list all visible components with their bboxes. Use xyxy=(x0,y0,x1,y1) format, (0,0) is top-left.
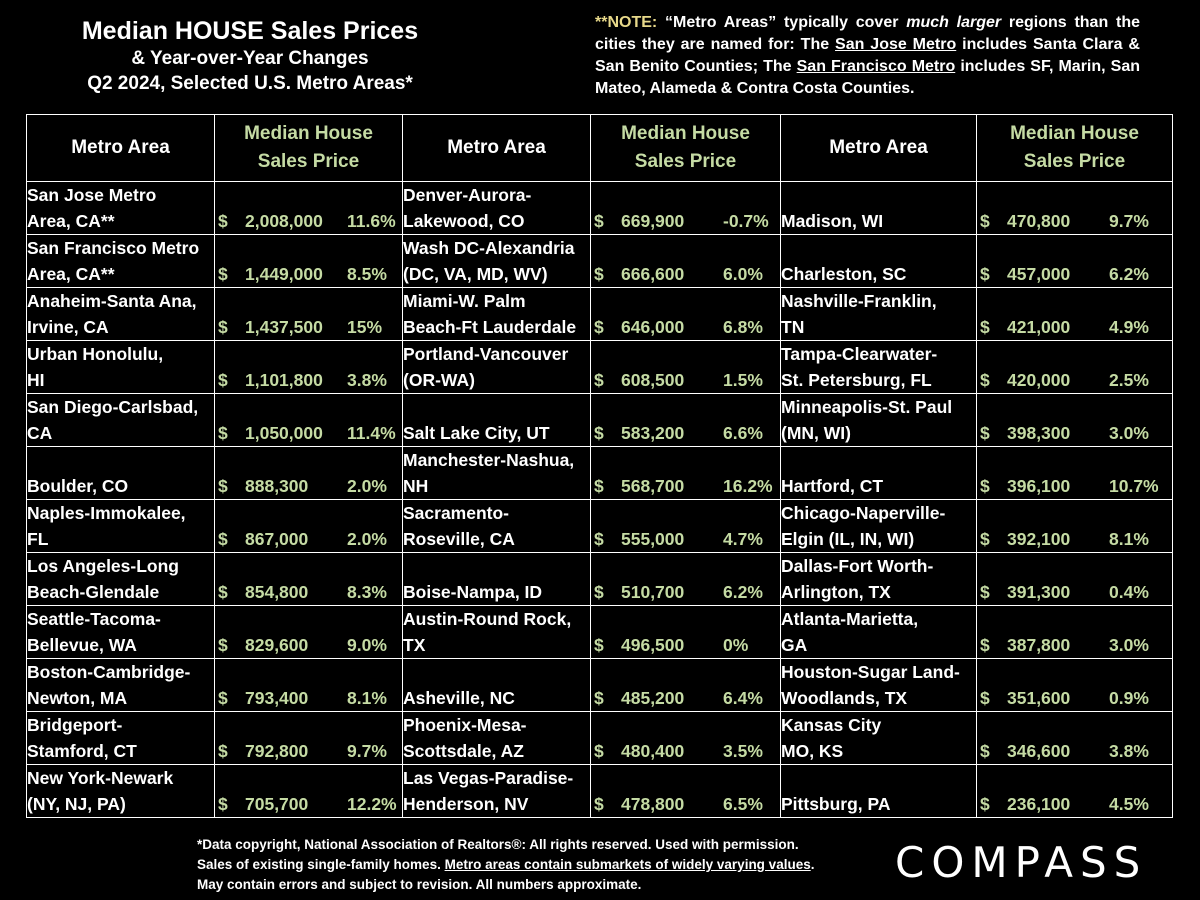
median-price-value: 346,600 xyxy=(1007,741,1071,761)
metro-name-line-1: Naples-Immokalee, xyxy=(27,503,186,523)
median-price-cell xyxy=(591,659,781,712)
yoy-change-value: 0.4% xyxy=(1109,582,1149,602)
title-line-2: & Year-over-Year Changes xyxy=(131,48,369,69)
dollar-sign: $ xyxy=(980,582,990,602)
metro-name-cell xyxy=(781,712,977,765)
yoy-change-value: 0% xyxy=(723,635,749,655)
metro-name-cell xyxy=(27,182,215,235)
table-row xyxy=(27,182,1173,235)
median-price-cell xyxy=(977,606,1173,659)
metro-name-line-1 xyxy=(403,659,590,685)
median-price-cell xyxy=(591,712,781,765)
note-text-3: includes Santa Clara & San Benito Counties; The xyxy=(595,36,1140,75)
dollar-sign: $ xyxy=(980,688,990,708)
metro-name-line-2: Elgin (IL, IN, WI) xyxy=(781,529,915,549)
median-price-value: 793,400 xyxy=(245,688,309,708)
metro-name-line-1: Atlanta-Marietta, xyxy=(781,609,919,629)
metro-name-line-2: MO, KS xyxy=(781,741,844,761)
dollar-sign: $ xyxy=(218,529,228,549)
median-price-value: 792,800 xyxy=(245,741,309,761)
metro-name-line-2: Boulder, CO xyxy=(27,476,129,496)
metro-name-line-1: Anaheim-Santa Ana, xyxy=(27,291,197,311)
metro-name-cell xyxy=(27,341,215,394)
metro-name-cell xyxy=(781,659,977,712)
metro-name-line-1 xyxy=(781,182,976,208)
dollar-sign: $ xyxy=(980,423,990,443)
note-san-francisco-metro: San Francisco Metro xyxy=(796,58,956,75)
median-price-value: 829,600 xyxy=(245,635,309,655)
dollar-sign: $ xyxy=(980,370,990,390)
yoy-change-value: 3.8% xyxy=(347,370,387,390)
metro-name-cell xyxy=(781,394,977,447)
median-price-value: 485,200 xyxy=(621,688,685,708)
dollar-sign: $ xyxy=(594,582,604,602)
metro-name-line-2: HI xyxy=(27,370,45,390)
dollar-sign: $ xyxy=(980,476,990,496)
metro-name-cell xyxy=(403,447,591,500)
metro-name-cell xyxy=(781,182,977,235)
metro-name-line-1: Seattle-Tacoma- xyxy=(27,609,161,629)
median-price-cell xyxy=(215,553,403,606)
table-header-row xyxy=(27,115,1173,182)
yoy-change-value: 8.5% xyxy=(347,264,387,284)
metro-name-line-2: Henderson, NV xyxy=(403,794,529,814)
dollar-sign: $ xyxy=(980,794,990,814)
median-price-value: 669,900 xyxy=(621,211,685,231)
median-price-cell xyxy=(977,553,1173,606)
dollar-sign: $ xyxy=(594,317,604,337)
dollar-sign: $ xyxy=(594,635,604,655)
metro-name-cell xyxy=(403,765,591,818)
yoy-change-value: 11.4% xyxy=(347,423,396,443)
median-price-value: 421,000 xyxy=(1007,317,1071,337)
metro-name-line-2: TN xyxy=(781,317,805,337)
yoy-change-value: 6.5% xyxy=(723,794,763,814)
metro-name-line-2: TX xyxy=(403,635,426,655)
median-price-cell xyxy=(591,765,781,818)
median-price-cell xyxy=(215,500,403,553)
median-price-cell xyxy=(977,447,1173,500)
yoy-change-value: 2.0% xyxy=(347,529,387,549)
median-price-value: 1,437,500 xyxy=(245,317,323,337)
dollar-sign: $ xyxy=(218,370,228,390)
metro-name-cell xyxy=(781,500,977,553)
median-price-value: 496,500 xyxy=(621,635,685,655)
footer-line-1: *Data copyright, National Association of Realtors®: All rights reserved. Used with permission. xyxy=(197,837,799,852)
metro-area-header: Metro Area xyxy=(27,115,215,182)
dollar-sign: $ xyxy=(594,529,604,549)
table-row xyxy=(27,553,1173,606)
yoy-change-value: 2.0% xyxy=(347,476,387,496)
metro-name-cell xyxy=(27,394,215,447)
metro-name-line-1: Portland-Vancouver xyxy=(403,344,569,364)
table-row xyxy=(27,394,1173,447)
metro-name-line-2: Irvine, CA xyxy=(27,317,109,337)
table-row xyxy=(27,765,1173,818)
dollar-sign: $ xyxy=(594,741,604,761)
metro-name-cell xyxy=(403,659,591,712)
dollar-sign: $ xyxy=(594,476,604,496)
metro-name-line-2: Bellevue, WA xyxy=(27,635,137,655)
yoy-change-value: 11.6% xyxy=(347,211,396,231)
footer-line-3: May contain errors and subject to revision. All numbers approximate. xyxy=(197,877,642,892)
median-price-value: 2,008,000 xyxy=(245,211,323,231)
table-row xyxy=(27,341,1173,394)
median-price-value: 470,800 xyxy=(1007,211,1071,231)
yoy-change-value: 3.0% xyxy=(1109,635,1149,655)
median-price-value: 396,100 xyxy=(1007,476,1071,496)
dollar-sign: $ xyxy=(218,423,228,443)
median-price-cell xyxy=(215,235,403,288)
median-price-value: 236,100 xyxy=(1007,794,1071,814)
median-price-header: Median House Sales Price xyxy=(977,115,1173,182)
dollar-sign: $ xyxy=(594,370,604,390)
median-price-value: 854,800 xyxy=(245,582,309,602)
metro-name-line-2: Roseville, CA xyxy=(403,529,515,549)
note-text-1: “Metro Areas” typically cover xyxy=(657,14,907,31)
yoy-change-value: 6.0% xyxy=(723,264,763,284)
metro-name-cell xyxy=(403,394,591,447)
dollar-sign: $ xyxy=(980,635,990,655)
median-price-value: 568,700 xyxy=(621,476,685,496)
note-san-jose-metro: San Jose Metro xyxy=(835,36,957,53)
page-title xyxy=(30,16,470,96)
yoy-change-value: 4.7% xyxy=(723,529,763,549)
yoy-change-value: 3.8% xyxy=(1109,741,1149,761)
metro-name-line-2: Asheville, NC xyxy=(403,688,515,708)
yoy-change-value: 9.7% xyxy=(1109,211,1149,231)
median-price-value: 1,449,000 xyxy=(245,264,323,284)
table-row xyxy=(27,500,1173,553)
metro-name-line-2: Hartford, CT xyxy=(781,476,884,496)
table-row xyxy=(27,659,1173,712)
metro-name-cell xyxy=(781,606,977,659)
metro-name-line-1: Los Angeles-Long xyxy=(27,556,179,576)
metro-name-line-2: Woodlands, TX xyxy=(781,688,908,708)
yoy-change-value: 8.1% xyxy=(1109,529,1149,549)
median-price-value: 392,100 xyxy=(1007,529,1071,549)
median-price-cell xyxy=(215,659,403,712)
metro-name-line-2: (MN, WI) xyxy=(781,423,851,443)
dollar-sign: $ xyxy=(980,264,990,284)
median-price-header: Median House Sales Price xyxy=(215,115,403,182)
median-price-cell xyxy=(977,659,1173,712)
metro-name-line-2: Boise-Nampa, ID xyxy=(403,582,543,602)
metro-name-line-2: Scottsdale, AZ xyxy=(403,741,524,761)
footer-submarkets-note: Metro areas contain submarkets of widely varying values xyxy=(444,857,811,872)
yoy-change-value: 1.5% xyxy=(723,370,763,390)
metro-name-cell xyxy=(781,235,977,288)
dollar-sign: $ xyxy=(218,794,228,814)
metro-name-line-2: CA xyxy=(27,423,53,443)
median-price-value: 391,300 xyxy=(1007,582,1071,602)
dollar-sign: $ xyxy=(218,688,228,708)
median-price-cell xyxy=(977,500,1173,553)
metro-name-cell xyxy=(27,235,215,288)
yoy-change-value: 4.5% xyxy=(1109,794,1149,814)
yoy-change-value: 6.2% xyxy=(723,582,763,602)
dollar-sign: $ xyxy=(594,688,604,708)
metro-name-cell xyxy=(403,235,591,288)
metro-name-line-2: Charleston, SC xyxy=(781,264,907,284)
metro-name-line-1: San Jose Metro xyxy=(27,185,157,205)
metro-name-cell xyxy=(781,553,977,606)
metro-name-cell xyxy=(781,341,977,394)
metro-name-line-1: Dallas-Fort Worth- xyxy=(781,556,934,576)
median-price-cell xyxy=(591,553,781,606)
footer-line-2: Sales of existing single-family homes. Metro areas contain submarkets of widely varying values. xyxy=(197,857,815,872)
yoy-change-value: 8.3% xyxy=(347,582,387,602)
metro-name-line-1 xyxy=(403,394,590,420)
metro-name-cell xyxy=(27,288,215,341)
table-row xyxy=(27,288,1173,341)
metro-name-line-1: Minneapolis-St. Paul xyxy=(781,397,953,417)
median-price-cell xyxy=(591,182,781,235)
dollar-sign: $ xyxy=(980,529,990,549)
metro-name-line-2: Pittsburg, PA xyxy=(781,794,891,814)
metro-name-line-1: Sacramento- xyxy=(403,503,510,523)
metro-name-line-1: San Francisco Metro xyxy=(27,238,200,258)
metro-name-line-2: Arlington, TX xyxy=(781,582,891,602)
yoy-change-value: 6.6% xyxy=(723,423,763,443)
metro-name-line-1: Wash DC-Alexandria xyxy=(403,238,575,258)
dollar-sign: $ xyxy=(594,794,604,814)
table-row xyxy=(27,712,1173,765)
metro-name-line-1: Chicago-Naperville- xyxy=(781,503,946,523)
metro-name-line-1: Las Vegas-Paradise- xyxy=(403,768,574,788)
yoy-change-value: 6.4% xyxy=(723,688,763,708)
metro-name-cell xyxy=(27,765,215,818)
compass-logo: COMPASS xyxy=(895,838,1148,887)
table-row xyxy=(27,606,1173,659)
median-price-value: 888,300 xyxy=(245,476,309,496)
median-price-value: 480,400 xyxy=(621,741,685,761)
metro-name-line-2: Newton, MA xyxy=(27,688,128,708)
median-price-value: 351,600 xyxy=(1007,688,1071,708)
metro-name-line-2: (OR-WA) xyxy=(403,370,475,390)
metro-name-line-1: San Diego-Carlsbad, xyxy=(27,397,199,417)
metro-name-cell xyxy=(27,447,215,500)
metro-name-line-1: Nashville-Franklin, xyxy=(781,291,937,311)
median-price-cell xyxy=(215,341,403,394)
median-price-value: 583,200 xyxy=(621,423,685,443)
median-price-cell xyxy=(977,182,1173,235)
dollar-sign: $ xyxy=(218,741,228,761)
metro-name-cell xyxy=(403,606,591,659)
metro-name-line-2: GA xyxy=(781,635,808,655)
median-price-cell xyxy=(591,341,781,394)
metro-name-cell xyxy=(403,500,591,553)
median-price-value: 510,700 xyxy=(621,582,685,602)
metro-name-line-1: Bridgeport- xyxy=(27,715,123,735)
metro-name-cell xyxy=(27,712,215,765)
metro-name-cell xyxy=(403,712,591,765)
median-price-cell xyxy=(215,765,403,818)
median-price-header: Median House Sales Price xyxy=(591,115,781,182)
metro-name-line-1 xyxy=(27,447,214,473)
metro-name-line-2: Madison, WI xyxy=(781,211,884,231)
yoy-change-value: 15% xyxy=(347,317,383,337)
yoy-change-value: 9.7% xyxy=(347,741,387,761)
median-price-cell xyxy=(215,606,403,659)
note-text-4: includes SF, Marin, San Mateo, Alameda & Contra Costa Counties. xyxy=(595,58,1141,97)
dollar-sign: $ xyxy=(218,476,228,496)
median-price-value: 608,500 xyxy=(621,370,685,390)
dollar-sign: $ xyxy=(218,317,228,337)
median-price-value: 478,800 xyxy=(621,794,685,814)
footer-disclaimer xyxy=(197,835,877,895)
yoy-change-value: 6.8% xyxy=(723,317,763,337)
dollar-sign: $ xyxy=(594,211,604,231)
median-price-cell xyxy=(591,500,781,553)
metro-area-header: Metro Area xyxy=(403,115,591,182)
yoy-change-value: -0.7% xyxy=(723,211,769,231)
median-price-cell xyxy=(215,182,403,235)
yoy-change-value: 0.9% xyxy=(1109,688,1149,708)
dollar-sign: $ xyxy=(980,211,990,231)
median-price-value: 646,000 xyxy=(621,317,685,337)
note-label: **NOTE: xyxy=(595,14,658,31)
yoy-change-value: 12.2% xyxy=(347,794,397,814)
metro-name-line-2: (DC, VA, MD, WV) xyxy=(403,264,548,284)
yoy-change-value: 6.2% xyxy=(1109,264,1149,284)
metro-name-cell xyxy=(781,765,977,818)
metro-name-line-2: Area, CA** xyxy=(27,211,115,231)
title-line-3: Q2 2024, Selected U.S. Metro Areas* xyxy=(87,73,413,94)
median-price-cell xyxy=(977,235,1173,288)
metro-name-cell xyxy=(27,500,215,553)
metro-name-line-2: (NY, NJ, PA) xyxy=(27,794,126,814)
metro-name-line-1 xyxy=(781,765,976,791)
yoy-change-value: 16.2% xyxy=(723,476,773,496)
yoy-change-value: 3.5% xyxy=(723,741,763,761)
note-text-2: regions than the cities they are named for: The xyxy=(595,14,1140,53)
metro-area-header: Metro Area xyxy=(781,115,977,182)
dollar-sign: $ xyxy=(218,211,228,231)
median-price-cell xyxy=(215,288,403,341)
yoy-change-value: 8.1% xyxy=(347,688,387,708)
metro-name-line-1: Kansas City xyxy=(781,715,882,735)
title-line-1: Median HOUSE Sales Prices xyxy=(81,17,419,45)
median-price-value: 1,050,000 xyxy=(245,423,323,443)
metro-name-cell xyxy=(403,341,591,394)
median-price-value: 398,300 xyxy=(1007,423,1071,443)
metro-name-cell xyxy=(27,606,215,659)
metro-name-cell xyxy=(403,182,591,235)
metro-name-line-2: Beach-Ft Lauderdale xyxy=(403,317,577,337)
median-price-cell xyxy=(591,394,781,447)
metro-name-line-2: St. Petersburg, FL xyxy=(781,370,932,390)
metro-name-line-1: Denver-Aurora- xyxy=(403,185,532,205)
table-row xyxy=(27,447,1173,500)
metro-name-line-2: NH xyxy=(403,476,429,496)
median-price-cell xyxy=(215,712,403,765)
metro-name-cell xyxy=(403,553,591,606)
median-price-value: 666,600 xyxy=(621,264,685,284)
median-price-value: 867,000 xyxy=(245,529,309,549)
metro-name-line-1: Boston-Cambridge- xyxy=(27,662,191,682)
median-price-value: 1,101,800 xyxy=(245,370,323,390)
metro-name-cell xyxy=(27,553,215,606)
dollar-sign: $ xyxy=(980,317,990,337)
metro-name-line-1: New York-Newark xyxy=(27,768,174,788)
median-price-value: 555,000 xyxy=(621,529,685,549)
metro-name-line-1: Austin-Round Rock, xyxy=(403,609,572,629)
yoy-change-value: 2.5% xyxy=(1109,370,1149,390)
median-price-cell xyxy=(591,447,781,500)
dollar-sign: $ xyxy=(218,635,228,655)
metro-name-line-2: Salt Lake City, UT xyxy=(403,423,550,443)
price-table xyxy=(26,114,1173,818)
note-emphasis: much larger xyxy=(906,14,1002,31)
metro-name-line-2: Stamford, CT xyxy=(27,741,137,761)
median-price-cell xyxy=(977,765,1173,818)
metro-name-cell xyxy=(27,659,215,712)
metro-name-line-1: Phoenix-Mesa- xyxy=(403,715,527,735)
median-price-cell xyxy=(215,447,403,500)
median-price-cell xyxy=(215,394,403,447)
median-price-value: 705,700 xyxy=(245,794,309,814)
yoy-change-value: 10.7% xyxy=(1109,476,1159,496)
median-price-value: 387,800 xyxy=(1007,635,1071,655)
median-price-cell xyxy=(977,341,1173,394)
dollar-sign: $ xyxy=(218,264,228,284)
metro-name-line-2: FL xyxy=(27,529,49,549)
dollar-sign: $ xyxy=(218,582,228,602)
metro-name-line-1 xyxy=(403,553,590,579)
metro-name-cell xyxy=(403,288,591,341)
metro-name-line-1: Tampa-Clearwater- xyxy=(781,344,938,364)
dollar-sign: $ xyxy=(980,741,990,761)
median-price-cell xyxy=(591,288,781,341)
table-row xyxy=(27,235,1173,288)
metro-name-line-1: Houston-Sugar Land- xyxy=(781,662,960,682)
metro-name-cell xyxy=(781,288,977,341)
dollar-sign: $ xyxy=(594,423,604,443)
yoy-change-value: 4.9% xyxy=(1109,317,1149,337)
median-price-cell xyxy=(977,394,1173,447)
median-price-value: 457,000 xyxy=(1007,264,1071,284)
metro-note xyxy=(595,12,1140,100)
yoy-change-value: 3.0% xyxy=(1109,423,1149,443)
median-price-cell xyxy=(977,288,1173,341)
metro-name-line-2: Beach-Glendale xyxy=(27,582,160,602)
metro-name-line-1: Manchester-Nashua, xyxy=(403,450,575,470)
median-price-cell xyxy=(591,235,781,288)
metro-name-cell xyxy=(781,447,977,500)
metro-name-line-2: Lakewood, CO xyxy=(403,211,525,231)
metro-name-line-1: Urban Honolulu, xyxy=(27,344,164,364)
metro-name-line-1 xyxy=(781,235,976,261)
metro-name-line-1 xyxy=(781,447,976,473)
median-price-value: 420,000 xyxy=(1007,370,1071,390)
median-price-cell xyxy=(591,606,781,659)
dollar-sign: $ xyxy=(594,264,604,284)
metro-name-line-1: Miami-W. Palm xyxy=(403,291,526,311)
metro-name-line-2: Area, CA** xyxy=(27,264,115,284)
median-price-cell xyxy=(977,712,1173,765)
yoy-change-value: 9.0% xyxy=(347,635,387,655)
